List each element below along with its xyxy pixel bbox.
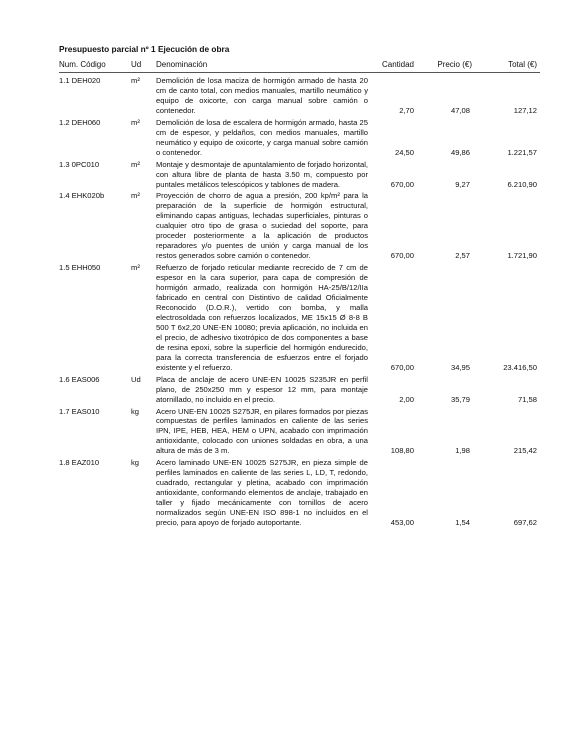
table-row (59, 458, 540, 528)
row-total: 697,62 (513, 517, 537, 527)
table-row (59, 263, 540, 372)
table-row (59, 191, 540, 261)
table-row (59, 407, 540, 457)
row-price: 1,98 (455, 446, 470, 456)
row-total: 71,58 (517, 394, 537, 404)
table-row (59, 160, 540, 190)
header-cantidad: Cantidad (381, 60, 414, 69)
row-total: 6.210,90 (507, 179, 537, 189)
row-total: 215,42 (513, 446, 537, 456)
row-total: 1.721,90 (507, 251, 537, 261)
row-code: 1.6 EAS006 (59, 374, 100, 384)
row-price: 34,95 (450, 362, 470, 372)
row-price: 9,27 (455, 179, 470, 189)
row-price: 47,08 (450, 105, 470, 115)
row-total: 1.221,57 (507, 147, 537, 157)
header-num-codigo: Num. Código (59, 60, 106, 69)
row-price: 1,54 (455, 517, 470, 527)
row-total: 23.416,50 (503, 362, 537, 372)
budget-document (59, 44, 540, 530)
row-description: Demolición de losa maciza de hormigón armado de hasta 20 cm de canto total, con medios manuales, martillo neumático y equipo de oxicorte, con carga manual sobre camión o contenedor. (156, 76, 368, 115)
table-row (59, 76, 540, 116)
row-unit: m² (131, 117, 140, 127)
row-description: Refuerzo de forjado reticular mediante recrecido de 7 cm de espesor en la cara superior, para capa de compresión de hormigón armado, realizada con hormigón HA-25/B/12/IIa fabricado en central con Distintivo de calidad Oficialmente Reconocido (D.O.R.), vertido con bomba, y malla electrosoldada con refuerzos localizados, ME 15x15 Ø 8-8 B 500 T 6x2,20 UNE-EN 10080; previa aplicación, no incluida en el precio, de adhesivo tixotrópico de dos componentes a base de resina epoxi, sobre la superficie del hormigón endurecido, para la correcta transferencia de esfuerzos entre el forjado existente y el refuerzo. (156, 263, 368, 372)
header-total: Total (€) (508, 60, 537, 69)
row-total: 127,12 (513, 105, 537, 115)
table-row (59, 375, 540, 405)
row-description: Demolición de losa de escalera de hormigón armado, hasta 25 cm de espesor, y peldaños, con medios manuales, martillo neumático y equipo de oxicorte, y carga manual sobre camión o contenedor. (156, 117, 368, 157)
row-quantity: 453,00 (390, 517, 414, 527)
row-description: Montaje y desmontaje de apuntalamiento de forjado horizontal, con altura libre de planta de hasta 3.50 m, compuesto por puntales metálicos telescópicos y tablones de madera. (156, 159, 368, 189)
row-price: 49,86 (450, 147, 470, 157)
header-precio: Precio (€) (437, 60, 472, 69)
row-unit: m² (131, 159, 140, 169)
row-description: Proyección de chorro de agua a presión, 200 kp/m² para la preparación de la superficie de hormigón estructural, eliminando capas antiguas, lechadas superficiales, pinturas o cualquier otro tipo de grasa o suciedad del soporte, para proceder posteriormente a la aplicación de productos reparadores y/o puentes de unión y carga manual de los restos generados sobre camión o contenedor. (156, 191, 368, 261)
table-body (59, 76, 540, 528)
row-code: 1.3 0PC010 (59, 159, 100, 169)
row-unit: kg (131, 458, 140, 468)
row-code: 1.7 EAS010 (59, 406, 100, 416)
row-description: Acero UNE-EN 10025 S275JR, en pilares formados por piezas compuestas de perfiles laminados en caliente de las series IPN, IPE, HEB, HEA, HEM o UPN, acabado con imprimación antioxidante, colocado con uniones soldadas en obra, a una altura de más de 3 m. (156, 406, 368, 456)
row-quantity: 2,70 (399, 105, 414, 115)
row-code: 1.1 DEH020 (59, 76, 101, 85)
row-price: 2,57 (455, 251, 470, 261)
row-code: 1.5 EHH050 (59, 263, 101, 273)
row-unit: Ud (131, 374, 141, 384)
row-unit: m² (131, 263, 140, 273)
row-unit: m² (131, 76, 140, 85)
row-quantity: 670,00 (390, 179, 414, 189)
row-price: 35,79 (450, 394, 470, 404)
row-description: Placa de anclaje de acero UNE-EN 10025 S235JR en perfil plano, de 250x250 mm y espesor 12 mm, para montaje atornillado, no incluido en el precio. (156, 374, 368, 404)
row-code: 1.4 EHK020b (59, 191, 105, 201)
row-code: 1.2 DEH060 (59, 117, 101, 127)
row-unit: kg (131, 406, 140, 416)
page-title: Presupuesto parcial nº 1 Ejecución de obra (59, 44, 230, 54)
header-denominacion: Denominación (156, 60, 208, 69)
table-row (59, 118, 540, 158)
row-quantity: 670,00 (390, 251, 414, 261)
header-ud: Ud (131, 60, 142, 69)
table-header (59, 60, 540, 73)
row-unit: m² (131, 191, 140, 201)
row-quantity: 670,00 (390, 362, 414, 372)
row-description: Acero laminado UNE-EN 10025 S275JR, en pieza simple de perfiles laminados en caliente de las series L, LD, T, redondo, cuadrado, rectangular y pletina, acabado con imprimación antioxidante, conformando elementos de anclaje, trabajado en taller y fijado mecánicamente con tornillos de acero normalizados según UNE-EN ISO 898-1 no incluidos en el precio, para apoyo de forjado autoportante. (156, 458, 368, 527)
row-quantity: 24,50 (394, 147, 414, 157)
row-code: 1.8 EAZ010 (59, 458, 100, 468)
row-quantity: 108,80 (390, 446, 414, 456)
row-quantity: 2,00 (399, 394, 414, 404)
